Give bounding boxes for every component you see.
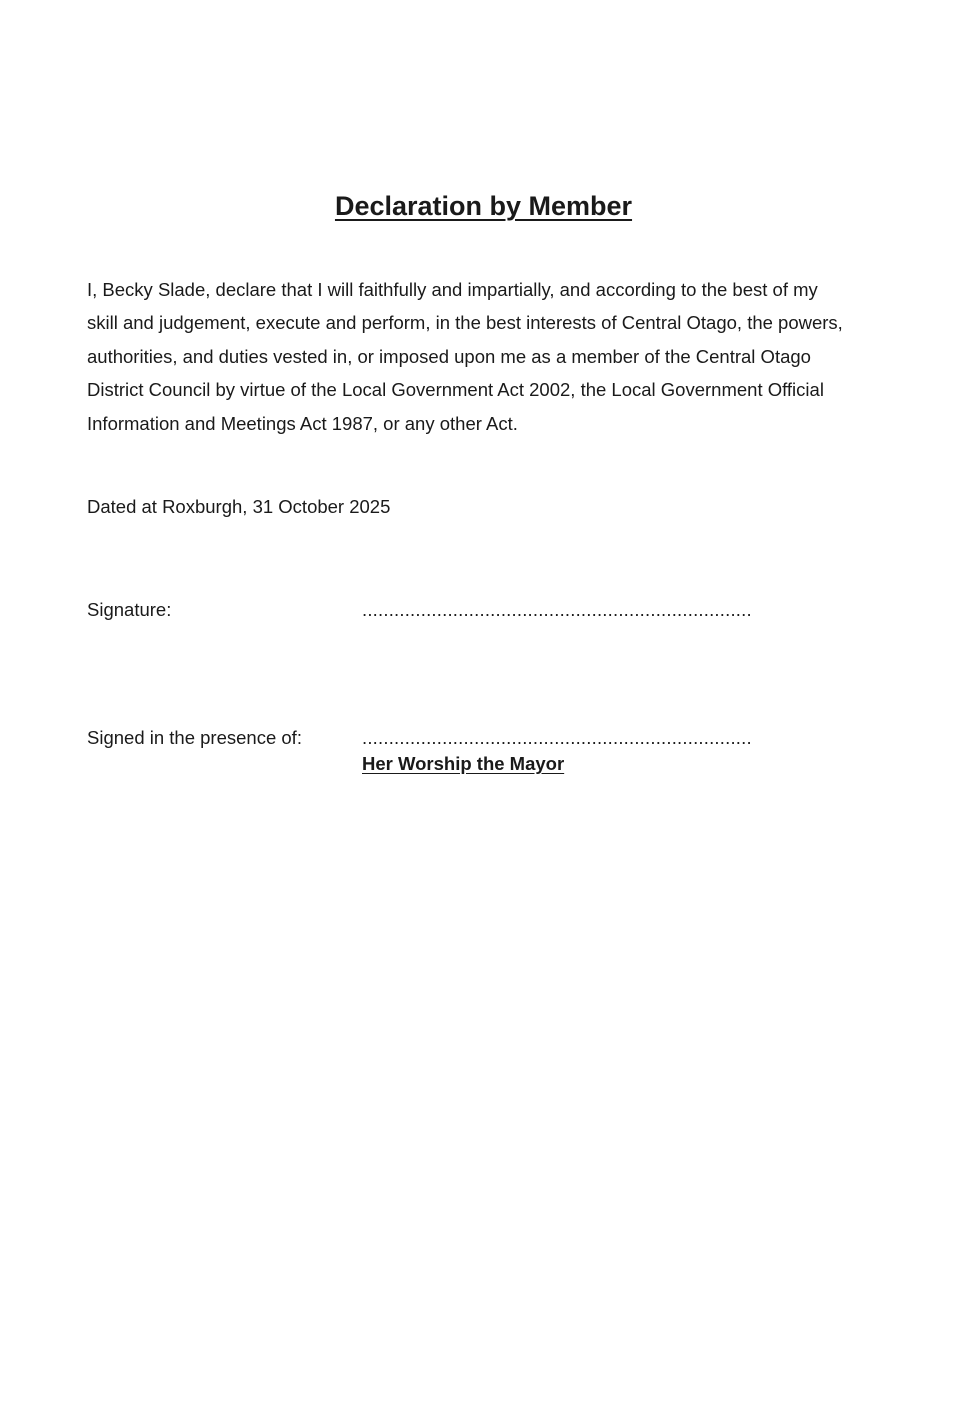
presence-signature-line: ......................................................................... — [362, 727, 752, 748]
declaration-paragraph — [87, 273, 887, 440]
page-title-text: Declaration by Member — [334, 191, 633, 221]
declaration-line: District Council by virtue of the Local Government Act 2002, the Local Government Official — [87, 379, 824, 401]
declaration-line: I, Becky Slade, declare that I will faithfully and impartially, and according to the best of my — [87, 279, 818, 300]
presence-label: Signed in the presence of: — [87, 727, 302, 748]
signature-label: Signature: — [87, 599, 172, 620]
page-title — [0, 188, 967, 224]
declaration-line: skill and judgement, execute and perform, in the best interests of Central Otago, the powers, — [87, 312, 843, 334]
signature-line: ......................................................................... — [362, 599, 752, 620]
declaration-line: authorities, and duties vested in, or imposed upon me as a member of the Central Otago — [87, 345, 811, 367]
dated-line: Dated at Roxburgh, 31 October 2025 — [87, 496, 391, 517]
witness-title: Her Worship the Mayor — [362, 753, 565, 774]
declaration-line: Information and Meetings Act 1987, or any other Act. — [87, 412, 518, 434]
